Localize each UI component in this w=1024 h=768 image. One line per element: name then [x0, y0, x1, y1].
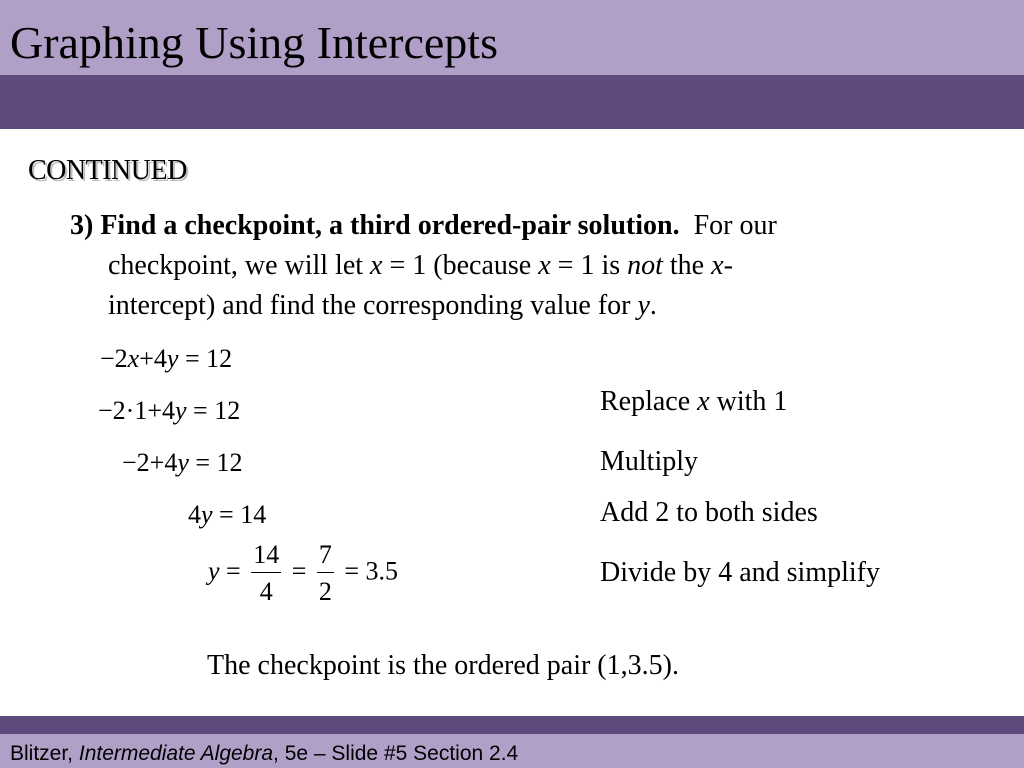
eq1-var-y: y — [166, 344, 179, 373]
header-band-dark — [0, 75, 1024, 129]
eq5-equals: = — [285, 556, 313, 586]
conclusion-text: The checkpoint is the ordered pair (1,3.5). — [207, 650, 679, 681]
footer-author: Blitzer, — [10, 742, 79, 765]
footer-book-title: Intermediate Algebra — [78, 742, 274, 765]
step-hyphen: - — [723, 250, 733, 281]
var-y: y — [637, 290, 650, 321]
equation-5 — [208, 540, 398, 607]
var-x: x — [711, 250, 724, 281]
note-replace — [600, 386, 787, 418]
step-text-1: For our — [693, 210, 777, 241]
eq3-part: −2+4 — [122, 448, 178, 477]
footer-citation — [10, 742, 518, 766]
step-text-3: = 1 (because — [389, 250, 532, 281]
fraction-numerator: 14 — [251, 540, 281, 573]
step-line-2 — [70, 246, 960, 286]
eq3-part: = 12 — [188, 448, 243, 477]
step-text-2: checkpoint, we will let — [108, 250, 364, 281]
footer-slide-info: , 5e – Slide #5 Section 2.4 — [273, 742, 519, 765]
footer-band-dark — [0, 716, 1024, 734]
step-period: . — [649, 290, 657, 321]
eq3-var-y: y — [177, 448, 189, 477]
note-text: with 1 — [709, 386, 788, 417]
step-line-1 — [70, 206, 960, 246]
equation-3 — [122, 448, 243, 478]
slide-title: Graphing Using Intercepts — [10, 17, 498, 68]
equation-2 — [98, 396, 240, 426]
fraction-7-2 — [317, 540, 334, 607]
eq2-part: −2·1+4 — [98, 396, 175, 425]
eq5-equals: = — [219, 556, 248, 586]
note-var-x: x — [697, 386, 710, 417]
eq4-part: 4 — [188, 500, 201, 529]
note-divide: Divide by 4 and simplify — [600, 557, 880, 588]
step-text — [70, 206, 960, 326]
eq2-part: = 12 — [186, 396, 241, 425]
equation-1 — [100, 344, 232, 374]
equation-4 — [188, 500, 266, 530]
eq2-var-y: y — [174, 396, 187, 425]
eq1-part: = 12 — [178, 344, 233, 373]
step-heading: 3) Find a checkpoint, a third ordered-pair solution. — [70, 210, 680, 241]
eq1-part: −2 — [100, 344, 128, 373]
eq4-var-y: y — [201, 500, 213, 529]
eq1-part: +4 — [139, 344, 167, 373]
step-line-3 — [70, 286, 960, 326]
var-x: x — [538, 250, 551, 281]
note-add: Add 2 to both sides — [600, 497, 818, 528]
fraction-denominator: 2 — [318, 577, 332, 606]
eq5-result: = 3.5 — [337, 556, 399, 586]
step-text-7: intercept) and find the corresponding value for — [108, 290, 631, 321]
eq5-var-y: y — [208, 556, 220, 586]
fraction-denominator: 4 — [259, 577, 273, 606]
fraction-numerator: 7 — [317, 540, 334, 573]
note-multiply: Multiply — [600, 446, 699, 477]
eq1-var-x: x — [127, 344, 140, 373]
step-text-4: = 1 is — [557, 250, 621, 281]
emphasis-not: not — [627, 250, 663, 281]
note-text: Replace — [600, 386, 698, 417]
continued-label: CONTINUED — [28, 155, 187, 186]
step-text-5: the — [669, 250, 705, 281]
eq4-part: = 14 — [212, 500, 267, 529]
var-x: x — [370, 250, 383, 281]
fraction-14-4 — [251, 540, 281, 607]
